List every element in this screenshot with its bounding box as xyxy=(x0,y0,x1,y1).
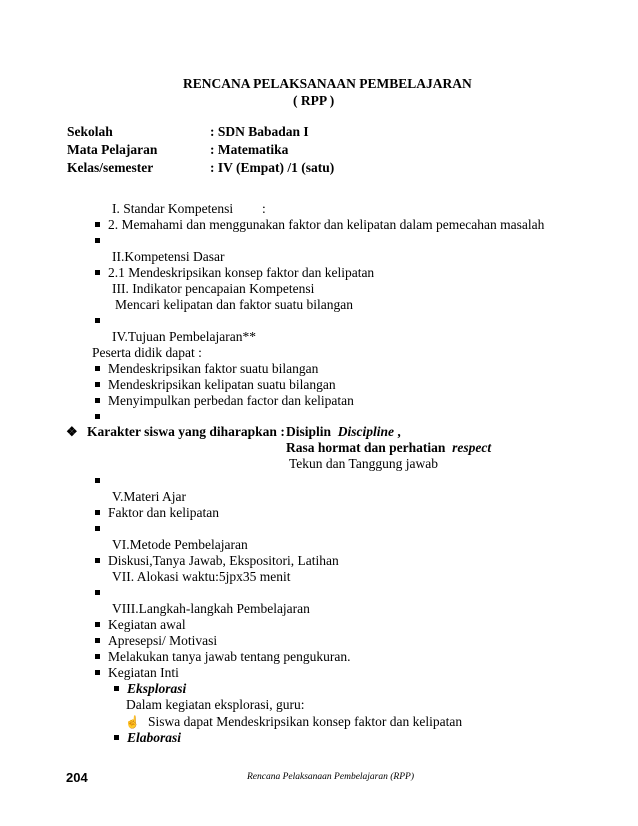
karakter-label: Karakter siswa yang diharapkan : xyxy=(87,424,285,439)
bullet-square-icon xyxy=(95,558,100,563)
bullet-square-icon xyxy=(114,686,119,691)
list-item: Faktor dan kelipatan xyxy=(95,505,219,521)
karakter-line-3: Tekun dan Tanggung jawab xyxy=(289,456,438,471)
list-item: 2. Memahami dan menggunakan faktor dan kelipatan dalam pemecahan masalah xyxy=(95,217,544,233)
indikator-heading: III. Indikator pencapaian Kompetensi xyxy=(112,281,315,296)
empty-bullet xyxy=(95,473,100,489)
karakter-line-1: Disiplin Discipline , xyxy=(286,424,401,439)
bullet-square-icon xyxy=(95,478,100,483)
bullet-square-icon xyxy=(95,670,100,675)
empty-bullet xyxy=(95,233,100,249)
bullet-square-icon xyxy=(95,238,100,243)
langkah-heading: VIII.Langkah-langkah Pembelajaran xyxy=(112,601,310,616)
list-item: Apresepsi/ Motivasi xyxy=(95,633,217,649)
elaborasi-item: Elaborasi xyxy=(114,730,181,746)
tujuan-heading: IV.Tujuan Pembelajaran** xyxy=(112,329,256,344)
list-item: 2.1 Mendeskripsikan konsep faktor dan kelipatan xyxy=(95,265,374,281)
bullet-square-icon xyxy=(95,382,100,387)
list-item: Mendeskripsikan kelipatan suatu bilangan xyxy=(95,377,336,393)
list-item: Menyimpulkan perbedan factor dan kelipatan xyxy=(95,393,354,409)
list-item: Diskusi,Tanya Jawab, Ekspositori, Latihan xyxy=(95,553,339,569)
bullet-square-icon xyxy=(95,318,100,323)
metode-heading: VI.Metode Pembelajaran xyxy=(112,537,248,552)
alokasi-heading: VII. Alokasi waktu:5jpx35 menit xyxy=(112,569,291,584)
document-title: RENCANA PELAKSANAAN PEMBELAJARAN xyxy=(183,76,472,91)
indikator-item: Mencari kelipatan dan faktor suatu bilangan xyxy=(115,297,354,312)
bullet-square-icon xyxy=(95,654,100,659)
list-item: Kegiatan awal xyxy=(95,617,186,633)
standar-heading: I. Standar Kompetensi xyxy=(112,201,234,216)
materi-heading: V.Materi Ajar xyxy=(112,489,186,504)
tujuan-intro: Peserta didik dapat : xyxy=(92,345,202,360)
karakter-row xyxy=(66,424,285,440)
empty-bullet xyxy=(95,313,100,329)
page-number: 204 xyxy=(66,770,88,785)
eksplorasi-sub-item: ☝ Siswa dapat Mendeskripsikan konsep faktor dan kelipatan xyxy=(125,714,463,729)
diamond-bullet-icon: ❖ xyxy=(66,424,78,439)
list-item: Melakukan tanya jawab tentang pengukuran. xyxy=(95,649,351,665)
info-label-sekolah: Sekolah xyxy=(67,124,113,139)
bullet-square-icon xyxy=(95,622,100,627)
info-value-mapel: : Matematika xyxy=(210,142,289,157)
bullet-square-icon xyxy=(95,398,100,403)
empty-bullet xyxy=(95,409,100,425)
eksplorasi-desc: Dalam kegiatan eksplorasi, guru: xyxy=(126,697,305,712)
bullet-square-icon xyxy=(114,735,119,740)
document-subtitle: ( RPP ) xyxy=(293,93,335,108)
bullet-square-icon xyxy=(95,590,100,595)
bullet-square-icon xyxy=(95,222,100,227)
karakter-line-2: Rasa hormat dan perhatian respect xyxy=(286,440,492,455)
info-value-kelas: : IV (Empat) /1 (satu) xyxy=(210,160,335,175)
bullet-square-icon xyxy=(95,510,100,515)
eksplorasi-item: Eksplorasi xyxy=(114,681,186,697)
list-item: Kegiatan Inti xyxy=(95,665,179,681)
empty-bullet xyxy=(95,521,100,537)
bullet-square-icon xyxy=(95,414,100,419)
list-item: Mendeskripsikan faktor suatu bilangan xyxy=(95,361,318,377)
kompetensi-dasar-heading: II.Kompetensi Dasar xyxy=(112,249,225,264)
bullet-square-icon xyxy=(95,526,100,531)
bullet-square-icon xyxy=(95,270,100,275)
info-value-sekolah: : SDN Babadan I xyxy=(210,124,309,139)
bullet-square-icon xyxy=(95,366,100,371)
info-label-kelas: Kelas/semester xyxy=(67,160,154,175)
bullet-square-icon xyxy=(95,638,100,643)
pointing-hand-icon: ☝ xyxy=(125,715,140,729)
info-label-mapel: Mata Pelajaran xyxy=(67,142,158,157)
standar-colon: : xyxy=(262,201,266,216)
empty-bullet xyxy=(95,585,100,601)
footer-title: Rencana Pelaksanaan Pembelajaran (RPP) xyxy=(247,772,414,782)
